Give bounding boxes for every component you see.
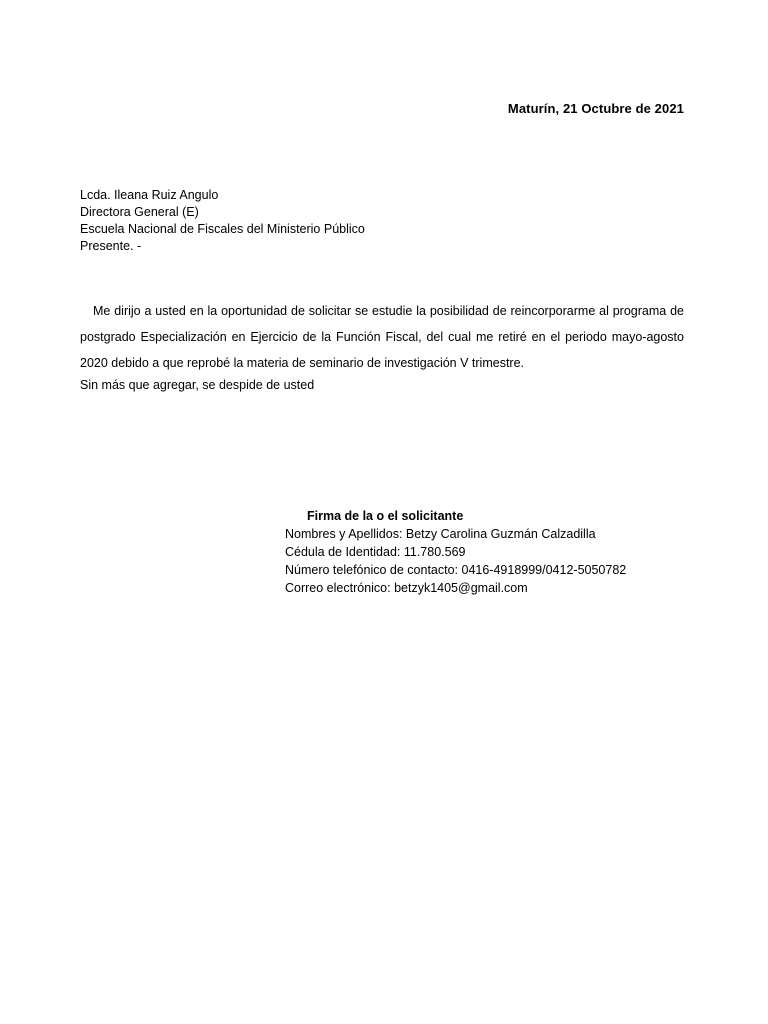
letter-closing: Sin más que agregar, se despide de usted — [80, 378, 315, 392]
recipient-name: Lcda. Ileana Ruiz Angulo — [80, 188, 219, 202]
letter-date: Maturín, 21 Octubre de 2021 — [507, 101, 684, 116]
signature-names: Nombres y Apellidos: Betzy Carolina Guzmán Calzadilla — [285, 527, 596, 541]
signature-id: Cédula de Identidad: 11.780.569 — [285, 545, 466, 559]
recipient-block — [80, 187, 500, 255]
signature-email: Correo electrónico: betzyk1405@gmail.com — [285, 581, 528, 595]
recipient-institution: Escuela Nacional de Fiscales del Ministerio Público — [80, 222, 365, 236]
signature-title: Firma de la o el solicitante — [307, 509, 464, 523]
signature-phone: Número telefónico de contacto: 0416-4918999/0412-5050782 — [285, 563, 627, 577]
recipient-greeting: Presente. - — [80, 239, 142, 253]
signature-block — [285, 507, 705, 597]
recipient-position: Directora General (E) — [80, 205, 199, 219]
letter-body: Me dirijo a usted en la oportunidad de solicitar se estudie la posibilidad de reincorporarme al programa de postgrado Especialización en Ejercicio de la Función Fiscal, del cual me retiré en el periodo mayo-agosto 2020 debido a que reprobé la materia de seminario de investigación V trimestre. — [80, 304, 684, 370]
